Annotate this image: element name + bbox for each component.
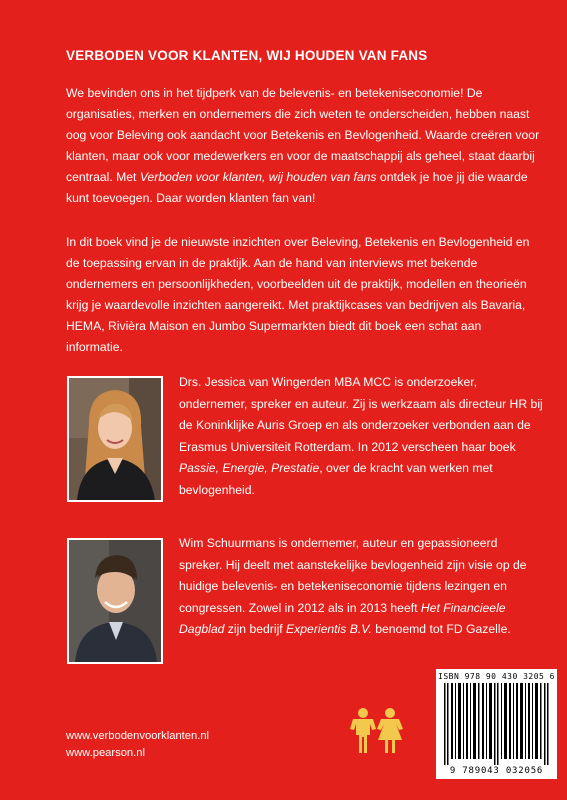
intro-text-2: ontdek je hoe jij die waarde kunt toevoegen. Daar worden klanten fan van!: [66, 170, 528, 205]
book-title: VERBODEN VOOR KLANTEN, WIJ HOUDEN VAN FANS: [66, 48, 428, 63]
bio2-company-name: Experientis B.V.: [286, 622, 372, 636]
author-photo-jessica: [67, 376, 163, 502]
bio2-text-3: benoemd tot FD Gazelle.: [371, 622, 511, 636]
author-bio-wim: [179, 533, 544, 641]
author-portrait-woman-icon: [69, 378, 161, 500]
website-links: [66, 728, 209, 762]
author-bio-jessica: [179, 372, 544, 501]
barcode-icon: [442, 683, 551, 765]
bio2-text-1: Wim Schuurmans is ondernemer, auteur en gepassioneerd spreker. Hij deelt met aanstekelijke bevlogenheid zijn visie op de huidige belevenis- en betekeniseconomie tijdens lezingen en congressen. Zowel in 2012 als in 2013 heeft: [179, 536, 527, 615]
intro-paragraph: [66, 83, 541, 209]
intro-text-1: We bevinden ons in het tijdperk van de belevenis- en betekeniseconomie! De organisaties, merken en ondernemers die zich weten te onderscheiden, hebben naast oog voor Beleving ook aandacht voor Betekenis en Bevlogenheid. Waarde creëren voor klanten, maar ook voor medewerkers en voor de maatschappij als geheel, staat daarbij centraal. Met: [66, 86, 540, 184]
content-paragraph: In dit boek vind je de nieuwste inzichten over Beleving, Betekenis en Bevlogenheid en de toepassing ervan in de praktijk. Aan de hand van interviews met bekende ondernemers en persoonlijkheden, voorbeelden uit de praktijk, modellen en theorieën krijg je waardevolle inzichten aangereikt. Met praktijkcases van bedrijven als Bavaria, HEMA, Rivièra Maison en Jumbo Supermarkten biedt dit boek een schat aan informatie.: [66, 235, 530, 354]
intro-italic-title: Verboden voor klanten, wij houden van fans: [139, 170, 377, 184]
website-pearson[interactable]: www.pearson.nl: [66, 747, 145, 759]
isbn-label: ISBN 978 90 430 3205 6: [438, 672, 555, 681]
children-icon: [350, 707, 404, 757]
bio1-book-title: Passie, Energie, Prestatie: [179, 461, 320, 475]
website-verbodenvoorklanten[interactable]: www.verbodenvoorklanten.nl: [66, 730, 210, 742]
bio1-text-2: , over de kracht van werken met bevlogenheid.: [179, 461, 493, 497]
bio2-text-2: zijn bedrijf: [224, 622, 287, 636]
bio2-newspaper-title: Het Financieele Dagblad: [179, 600, 506, 636]
barcode-digits: 9 789043 032056: [449, 766, 544, 776]
author-portrait-man-icon: [69, 540, 161, 662]
author-photo-wim: [67, 538, 163, 664]
bio1-text-1: Drs. Jessica van Wingerden MBA MCC is onderzoeker, ondernemer, spreker en auteur. Zij is werkzaam als directeur HR bij de Koninklijke Auris Groep en als onderzoeker verbonden aan de Erasmus Universiteit Rotterdam. In 2012 verscheen haar boek: [179, 375, 543, 454]
isbn-barcode: [436, 669, 557, 779]
